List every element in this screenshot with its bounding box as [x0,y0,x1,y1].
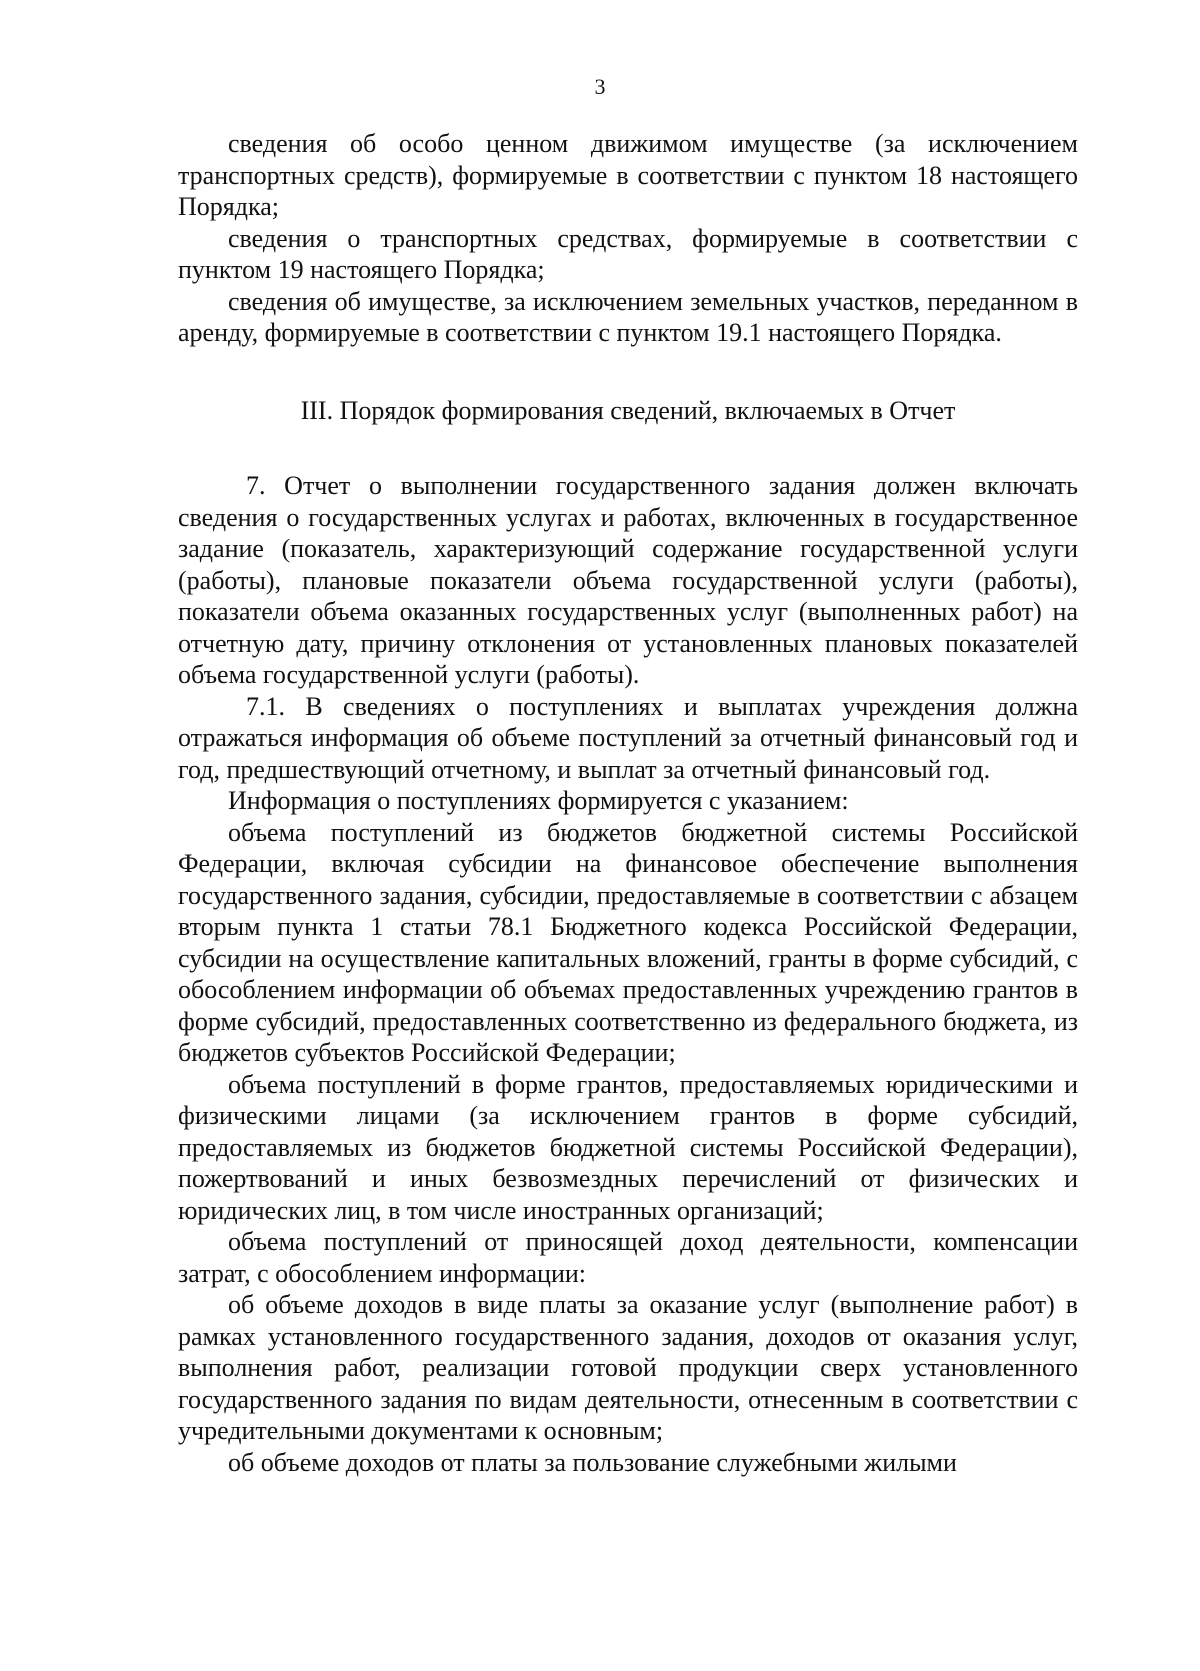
paragraph-housing-fees: об объеме доходов от платы за пользование служебными жилыми [228,1447,957,1477]
paragraph-receipts-info: Информация о поступлениях формируется с указанием: [228,786,849,815]
paragraph-service-fees: об объеме доходов в виде платы за оказание услуг (выполнение работ) в рамках установленного государственного задания, доходов от оказания услуг, выполнения работ, реализации готовой продукции сверх установленного государственного задания по видам деятельности, отнесенным в соответствии с учредительными документами к основным; [178,1290,1078,1445]
paragraph-leased-property: сведения об имуществе, за исключением земельных участков, переданном в аренду, формируемые в соответствии с пунктом 19.1 настоящего Порядка. [178,286,1078,347]
paragraph-especially-valuable-property: сведения об особо ценном движимом имуществе (за исключением транспортных средств), формируемые в соответствии с пунктом 18 настоящего Порядка; [178,129,1078,221]
paragraph-vehicles: сведения о транспортных средствах, формируемые в соответствии с пунктом 19 настоящего Порядка; [178,223,1078,284]
paragraph-grant-receipts: объема поступлений в форме грантов, предоставляемых юридическими и физическими лицами (за исключением грантов в форме субсидий, предоставляемых из бюджетов бюджетной системы Российской Федерации), пожертвований и иных безвозмездных перечислений от физических и юридических лиц, в том числе иностранных организаций; [178,1069,1078,1225]
paragraph-7: 7. Отчет о выполнении государственного задания должен включать сведения о государственных услугах и работах, включенных в государственное задание (показатель, характеризующий содержание государственной услуги (работы), плановые показатели объема государственной услуги (работы), показатели объема оказанных государственных услуг (выполненных работ) на отчетную дату, причину отклонения от установленных плановых показателей объема государственной услуги (работы). [178,471,1078,689]
paragraph-7-1: 7.1. В сведениях о поступлениях и выплатах учреждения должна отражаться информация об объеме поступлений за отчетный финансовый год и год, предшествующий отчетному, и выплат за отчетный финансовый год. [178,691,1078,784]
document-body [178,128,1078,1478]
paragraph-income-activity: объема поступлений от приносящей доход деятельности, компенсации затрат, с обособлением информации: [178,1227,1078,1288]
page-number: 3 [594,74,606,99]
section-heading: III. Порядок формирования сведений, включаемых в Отчет [300,395,956,425]
paragraph-budget-receipts: объема поступлений из бюджетов бюджетной системы Российской Федерации, включая субсидии на финансовое обеспечение выполнения государственного задания, субсидии, предоставляемые в соответствии с абзацем вторым пункта 1 статьи 78.1 Бюджетного кодекса Российской Федерации, субсидии на осуществление капитальных вложений, гранты в форме субсидий, с обособлением информации об объемах предоставленных учреждению грантов в форме субсидий, предоставленных соответственно из федерального бюджета, из бюджетов субъектов Российской Федерации; [178,817,1078,1067]
